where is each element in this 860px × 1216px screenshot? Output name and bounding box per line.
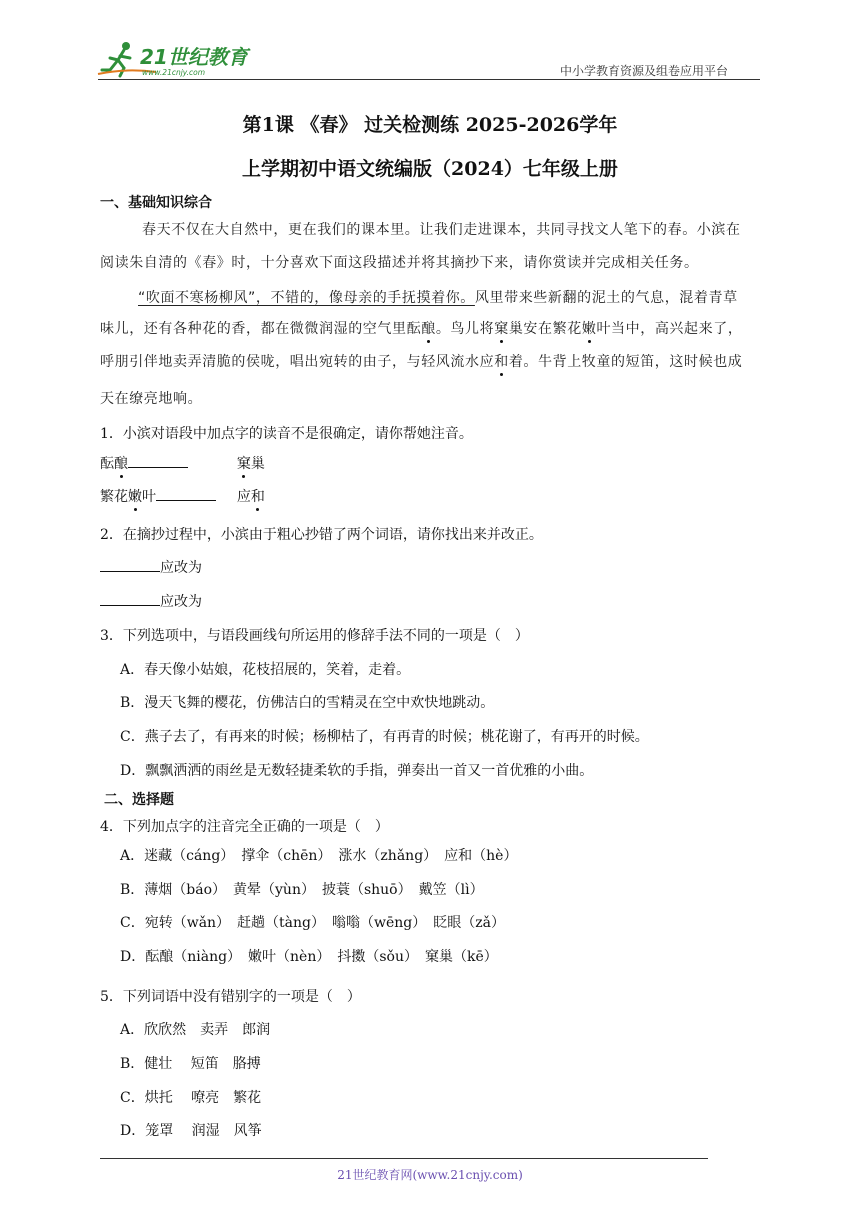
section1-heading: 一、基础知识综合 — [100, 195, 212, 211]
q3-option-d[interactable]: D．飘飘洒洒的雨丝是无数轻捷柔软的手指，弹奏出一首又一首优雅的小曲。 — [120, 763, 594, 779]
footer-divider — [100, 1158, 708, 1159]
dotted-char: 窠 — [494, 318, 509, 338]
q2-label: 应改为 — [160, 560, 202, 576]
q2-row2 — [100, 591, 202, 611]
q2-row1 — [100, 557, 202, 577]
dotted-char: 酿 — [421, 318, 436, 338]
passage-seg: 着。牛背上牧童的短笛，这时候也成 — [508, 354, 743, 370]
dotted-char: 嫩 — [128, 486, 142, 506]
q1-word: 应 — [236, 489, 251, 505]
platform-name: 中小学教育资源及组卷应用平台 — [560, 64, 729, 78]
footer-link[interactable]: 21世纪教育网(www.21cnjy.com) — [337, 1168, 523, 1182]
q3-option-b[interactable]: B．漫天飞舞的樱花，仿佛洁白的雪精灵在空中欢快地跳动。 — [120, 695, 495, 711]
q4-stem: 4．下列加点字的注音完全正确的一项是（ ） — [100, 819, 389, 835]
dotted-char: 和 — [494, 351, 509, 371]
section2-heading: 二、选择题 — [104, 792, 174, 808]
passage-line4: 天在缭亮地响。 — [100, 391, 203, 407]
q3-option-c[interactable]: C．燕子去了，有再来的时候；杨柳枯了，有再青的时候；桃花谢了，有再开的时候。 — [120, 729, 649, 745]
logo-url: www.21cnjy.com — [142, 68, 206, 77]
dotted-char: 嫩 — [582, 318, 597, 338]
answer-blank[interactable] — [128, 455, 188, 468]
passage-line1-rest: 风里带来些新翻的泥土的气息，混着青草 — [474, 290, 738, 306]
dotted-char: 窠 — [237, 453, 251, 473]
q4-option-b[interactable]: B．薄烟（báo） 黄晕（yùn） 披蓑（shuō） 戴笠（lì） — [120, 882, 484, 898]
header-divider — [98, 79, 760, 80]
q1-row2 — [100, 486, 265, 506]
answer-blank[interactable] — [100, 593, 160, 606]
site-logo — [96, 38, 266, 80]
q4-option-d[interactable]: D．酝酿（niàng） 嫩叶（nèn） 抖擞（sǒu） 窠巢（kē） — [120, 949, 498, 965]
passage-seg: 。鸟儿将 — [435, 321, 495, 337]
q5-option-d[interactable]: D．笼罩 润湿 风筝 — [120, 1123, 262, 1139]
q5-option-b[interactable]: B．健壮 短笛 胳搏 — [120, 1056, 261, 1072]
q3-option-a[interactable]: A．春天像小姑娘，花枝招展的，笑着，走着。 — [120, 662, 411, 678]
q1-word: 繁花 — [100, 489, 128, 505]
passage-line1 — [138, 287, 738, 307]
intro-line2: 阅读朱自清的《春》时，十分喜欢下面这段描述并将其摘抄下来，请你赏读并完成相关任务。 — [100, 255, 699, 271]
doc-title-line1: 第1课 《春》 过关检测练 2025-2026学年 — [242, 114, 618, 136]
passage-line2 — [100, 318, 742, 338]
passage-seg: 呼朋引伴地卖弄清脆的侯咙，唱出宛转的由子，与轻风流水应 — [100, 354, 495, 370]
q1-word: 叶 — [142, 489, 156, 505]
q4-option-c[interactable]: C．宛转（wǎn） 赶趟（tàng） 嗡嗡（wēng） 眨眼（zǎ） — [120, 915, 505, 931]
q2-stem: 2．在摘抄过程中，小滨由于粗心抄错了两个词语，请你找出来并改正。 — [100, 527, 543, 543]
q2-label: 应改为 — [160, 594, 202, 610]
dotted-char: 酿 — [114, 453, 128, 473]
dotted-char: 和 — [251, 486, 265, 506]
answer-blank[interactable] — [156, 488, 216, 501]
q1-row1 — [100, 453, 265, 473]
logo-wordmark: 21世纪教育 — [140, 45, 248, 69]
q5-option-a[interactable]: A．欣欣然 卖弄 郎润 — [120, 1022, 271, 1038]
doc-title-line2: 上学期初中语文统编版（2024）七年级上册 — [242, 158, 618, 180]
passage-line3 — [100, 351, 742, 371]
passage-seg: 叶当中，高兴起来了， — [596, 321, 743, 337]
answer-blank[interactable] — [100, 559, 160, 572]
q1-word: 巢 — [250, 456, 265, 472]
q1-word: 酝 — [100, 456, 114, 472]
q4-option-a[interactable]: A．迷藏（cáng） 撑伞（chēn） 涨水（zhǎng） 应和（hè） — [120, 848, 518, 864]
q1-stem: 1．小滨对语段中加点字的读音不是很确定，请你帮她注音。 — [100, 426, 473, 442]
underlined-sentence: “吹面不寒杨柳风”，不错的，像母亲的手抚摸着你。 — [138, 290, 475, 306]
passage-seg: 巢安在繁花 — [508, 321, 582, 337]
intro-line1: 春天不仅在大自然中，更在我们的课本里。让我们走进课本，共同寻找文人笔下的春。小滨在 — [142, 222, 741, 238]
q5-option-c[interactable]: C．烘托 嘹亮 繁花 — [120, 1090, 262, 1106]
q3-stem: 3．下列选项中，与语段画线句所运用的修辞手法不同的一项是（ ） — [100, 628, 529, 644]
passage-seg: 味儿，还有各种花的香，都在微微润湿的空气里酝 — [100, 321, 422, 337]
q5-stem: 5．下列词语中没有错别字的一项是（ ） — [100, 989, 361, 1005]
